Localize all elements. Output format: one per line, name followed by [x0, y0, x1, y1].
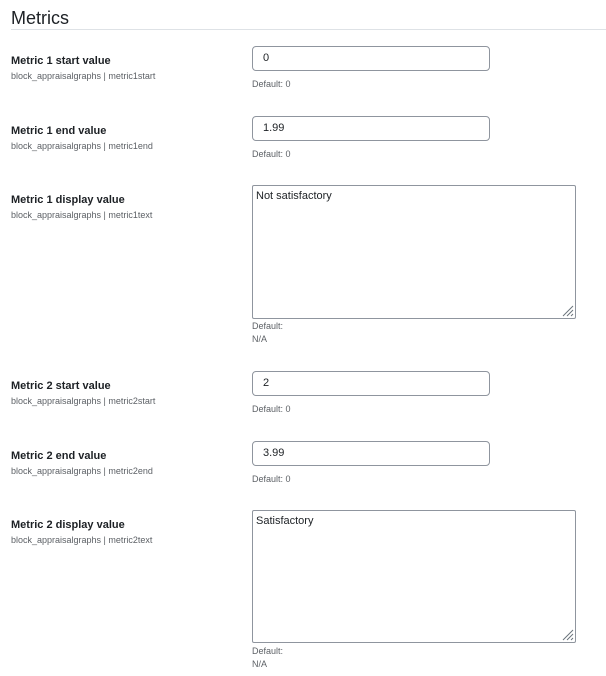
metric2end-input[interactable]: 3.99: [252, 441, 490, 466]
resize-grip-icon[interactable]: [561, 304, 574, 317]
setting-key: block_appraisalgraphs | metric1end: [11, 141, 153, 151]
setting-label: Metric 2 start value: [11, 380, 111, 392]
setting-key: block_appraisalgraphs | metric2end: [11, 466, 153, 476]
metric2start-input[interactable]: 2: [252, 371, 490, 396]
default-note: Default:: [252, 646, 284, 656]
setting-label: Metric 2 end value: [11, 450, 107, 462]
section-title: Metrics: [11, 8, 69, 28]
setting-key: block_appraisalgraphs | metric2start: [11, 396, 156, 406]
resize-grip-icon[interactable]: [561, 628, 574, 641]
default-note: Default:: [252, 321, 284, 331]
setting-key: block_appraisalgraphs | metric1text: [11, 210, 153, 220]
metric1start-input[interactable]: 0: [252, 46, 490, 71]
textarea-value: Not satisfactory: [256, 190, 332, 202]
setting-key: block_appraisalgraphs | metric1start: [11, 71, 156, 81]
section-divider: [11, 29, 606, 30]
setting-key: block_appraisalgraphs | metric2text: [11, 535, 153, 545]
default-note: Default: 0: [252, 79, 291, 89]
default-note: Default: 0: [252, 474, 291, 484]
default-note: Default: 0: [252, 404, 291, 414]
setting-label: Metric 1 start value: [11, 55, 111, 67]
textarea-value: Satisfactory: [256, 515, 314, 527]
metric1end-input[interactable]: 1.99: [252, 116, 490, 141]
setting-label: Metric 2 display value: [11, 519, 125, 531]
metric1text-textarea[interactable]: [252, 185, 576, 319]
default-value: N/A: [252, 334, 268, 344]
metric2text-textarea[interactable]: [252, 510, 576, 643]
setting-label: Metric 1 display value: [11, 194, 125, 206]
setting-label: Metric 1 end value: [11, 125, 107, 137]
default-note: Default: 0: [252, 149, 291, 159]
default-value: N/A: [252, 659, 268, 669]
